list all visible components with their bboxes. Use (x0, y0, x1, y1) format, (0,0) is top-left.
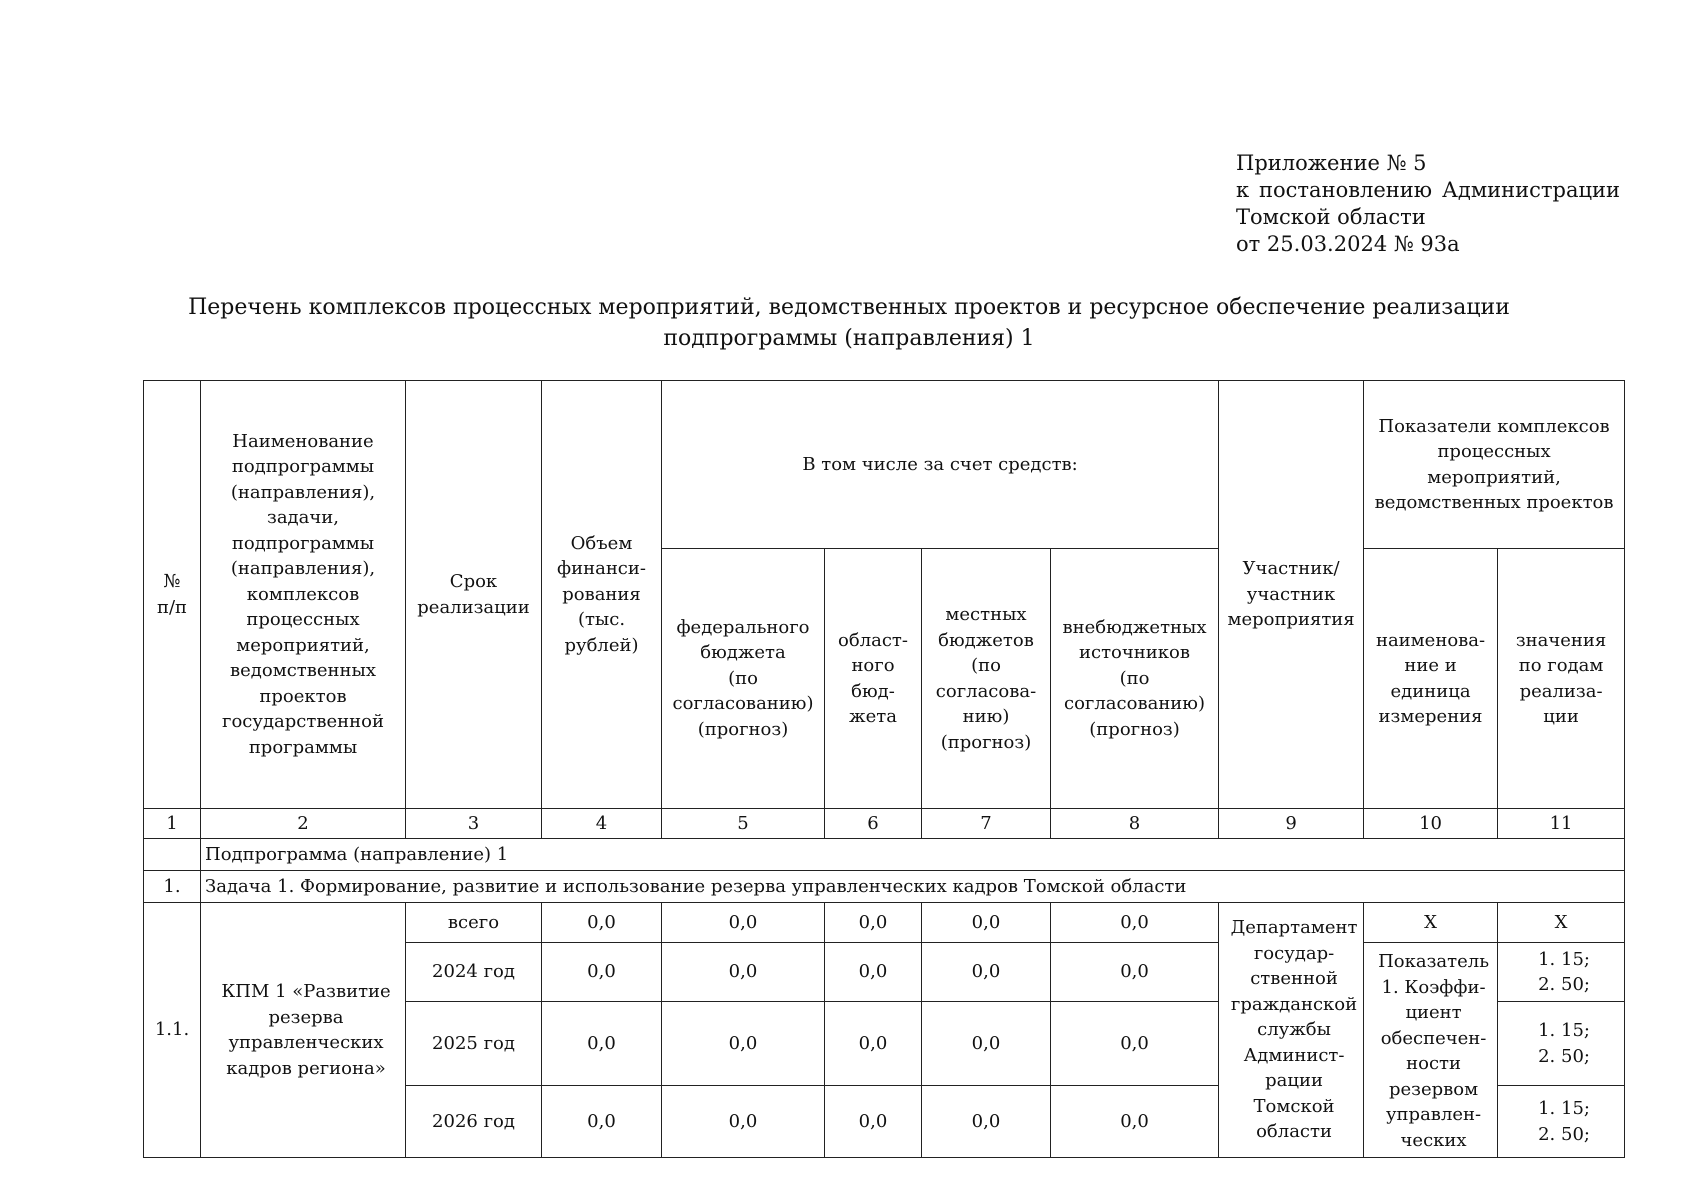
kpm-volume: 0,0 (542, 943, 662, 1002)
kpm-regional: 0,0 (825, 943, 922, 1002)
header-including: В том числе за счет средств: (662, 381, 1219, 549)
kpm-participant: Департамент государ- ственной гражданской службы Админист- рации Томской области (1219, 903, 1364, 1158)
column-number: 9 (1219, 809, 1364, 839)
kpm-extra: 0,0 (1051, 943, 1219, 1002)
column-number: 4 (542, 809, 662, 839)
column-number: 8 (1051, 809, 1219, 839)
column-number: 6 (825, 809, 922, 839)
kpm-regional: 0,0 (825, 1086, 922, 1158)
appendix-line-3: Томской области (1236, 205, 1426, 229)
kpm-regional: 0,0 (825, 1002, 922, 1086)
kpm-local: 0,0 (922, 903, 1051, 943)
subprogram-num-cell (144, 839, 201, 871)
column-number: 7 (922, 809, 1051, 839)
column-number-row (144, 809, 1625, 839)
kpm-federal: 0,0 (662, 1086, 825, 1158)
kpm-local: 0,0 (922, 1086, 1051, 1158)
subprogram-row (144, 839, 1625, 871)
subprogram-title: Подпрограмма (направление) 1 (201, 839, 1625, 871)
kpm-values: 1. 15; 2. 50; (1498, 1086, 1625, 1158)
header-indicator-name: наименова- ние и единица измерения (1364, 549, 1498, 809)
header-extra: внебюджетных источников (по согласованию) (прогноз) (1051, 549, 1219, 809)
header-indicator-values: значения по годам реализа- ции (1498, 549, 1625, 809)
appendix-line-1: Приложение № 5 (1236, 151, 1427, 175)
column-number: 10 (1364, 809, 1498, 839)
column-number: 5 (662, 809, 825, 839)
kpm-federal: 0,0 (662, 1002, 825, 1086)
appendix-line-2-word-3: Администрации (1441, 178, 1620, 202)
task-row (144, 871, 1625, 903)
kpm-name: КПМ 1 «Развитие резерва управленческих кадров региона» (201, 903, 406, 1158)
kpm-num: 1.1. (144, 903, 201, 1158)
kpm-federal: 0,0 (662, 903, 825, 943)
appendix-block (1236, 150, 1620, 258)
appendix-line-2-word-1: к (1236, 178, 1250, 202)
header-regional: област- ного бюд- жета (825, 549, 922, 809)
kpm-federal: 0,0 (662, 943, 825, 1002)
kpm-term: 2024 год (406, 943, 542, 1002)
header-term: Срок реализации (406, 381, 542, 809)
header-federal: федерального бюджета (по согласованию) (прогноз) (662, 549, 825, 809)
header-indicators: Показатели комплексов процессных мероприятий, ведомственных проектов (1364, 381, 1625, 549)
header-volume: Объем финанси- рования (тыс. рублей) (542, 381, 662, 809)
appendix-line-2 (1236, 177, 1620, 204)
resource-table (143, 380, 1625, 1158)
document-title: Перечень комплексов процессных мероприятий, ведомственных проектов и ресурсное обеспечение реализации подпрограммы (направления) 1 (188, 295, 1510, 351)
column-number: 11 (1498, 809, 1625, 839)
kpm-term: 2025 год (406, 1002, 542, 1086)
kpm-term: 2026 год (406, 1086, 542, 1158)
task-text: Задача 1. Формирование, развитие и использование резерва управленческих кадров Томской области (201, 871, 1625, 903)
kpm-local: 0,0 (922, 1002, 1051, 1086)
appendix-line-2-word-2: постановлению (1259, 178, 1433, 202)
kpm-extra: 0,0 (1051, 903, 1219, 943)
appendix-line-4: от 25.03.2024 № 93а (1236, 232, 1460, 256)
kpm-volume: 0,0 (542, 903, 662, 943)
kpm-values-x: Х (1498, 903, 1625, 943)
column-number: 2 (201, 809, 406, 839)
task-num: 1. (144, 871, 201, 903)
kpm-extra: 0,0 (1051, 1086, 1219, 1158)
kpm-extra: 0,0 (1051, 1002, 1219, 1086)
kpm-values: 1. 15; 2. 50; (1498, 943, 1625, 1002)
kpm-indicator-x: Х (1364, 903, 1498, 943)
kpm-volume: 0,0 (542, 1002, 662, 1086)
header-participant: Участник/ участник мероприятия (1219, 381, 1364, 809)
header-num: № п/п (144, 381, 201, 809)
kpm-local: 0,0 (922, 943, 1051, 1002)
kpm-term: всего (406, 903, 542, 943)
kpm-row-total (144, 903, 1625, 943)
column-number: 1 (144, 809, 201, 839)
kpm-volume: 0,0 (542, 1086, 662, 1158)
kpm-indicator-name: Показатель 1. Коэффи- циент обеспечен- ности резервом управлен- ческих (1364, 943, 1498, 1158)
kpm-values: 1. 15; 2. 50; (1498, 1002, 1625, 1086)
kpm-regional: 0,0 (825, 903, 922, 943)
column-number: 3 (406, 809, 542, 839)
header-name: Наименование подпрограммы (направления), задачи, подпрограммы (направления), комплексов процессных мероприятий, ведомственных проектов государственной программы (201, 381, 406, 809)
header-row-1 (144, 381, 1625, 549)
header-local: местных бюджетов (по согласова- нию) (прогноз) (922, 549, 1051, 809)
